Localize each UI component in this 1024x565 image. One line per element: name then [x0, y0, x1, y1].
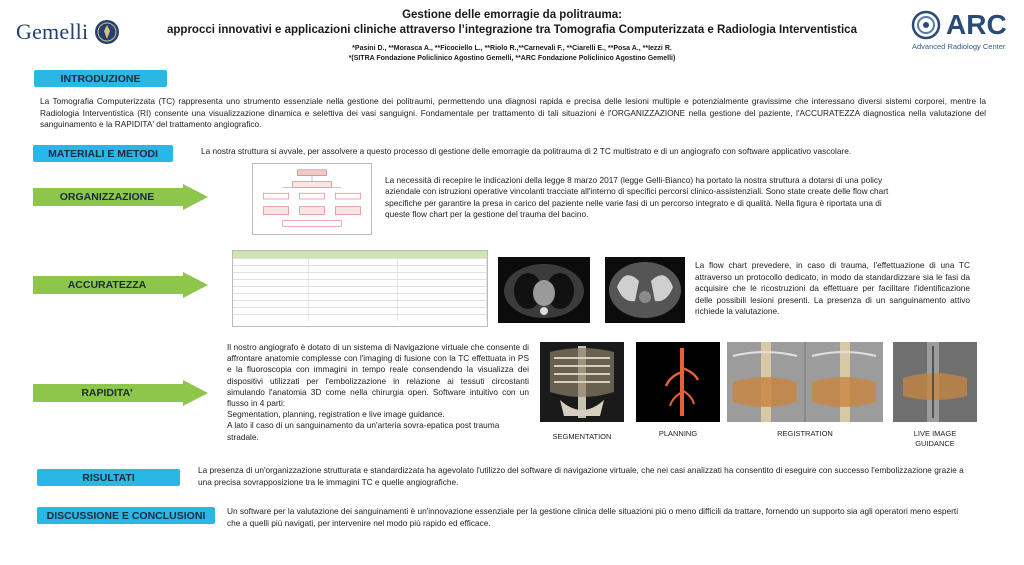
discussione-text: Un software per la valutazione dei sanguinamenti è un'innovazione essenziale per la gestione clinica delle situazioni più o meno difficili da trattare, fornendo un supporto sia agli operatori meno esperti che a quelli più navigati, per intervenire nel modo più rapido ed efficace.: [227, 506, 959, 528]
risultati-text: La presenza di un'organizzazione strutturata e standardizzata ha agevolato l'utilizzo del software di navigazione virtuale, che nei casi analizzati ha consentito di eseguire con successo l'embolizzazione grazie a una precisa sovrapposizione tra le immagini TC e quelle angiografiche.: [198, 465, 964, 487]
section-introduzione: INTRODUZIONE: [34, 70, 167, 87]
authors-line1: *Pasini D., **Morasca A., **Ficociello L., **Riolo R.,**Carnevali F., **Ciarelli E., **Posa A., **Iezzi R.: [352, 45, 672, 52]
introduzione-text: La Tomografia Computerizzata (TC) rappresenta uno strumento essenziale nella gestione dei politraumi, permettendo una diagnosi rapida e precisa delle lesioni multiple e potenzialmente gravissime che interessano diversi sistemi corporei, mentre la Radiologia Interventistica (RI) consente una visualizzazione dinamica e selettiva dei vasi sanguigni. Fondamentale per trattamento di tali situazioni è l'ORGANIZZAZIONE nella gestione del paziente, l'ACCURATEZZA diagnostica nella valutazione del sanguinamento e la RAPIDITA' del trattamento angiografico.: [40, 96, 986, 129]
authors: [200, 44, 824, 64]
caption-live-image-guidance: LIVE IMAGE GUIDANCE: [913, 429, 957, 448]
ct-protocol-table-figure: [232, 250, 488, 327]
caption-planning: PLANNING: [658, 429, 698, 438]
flowchart-figure: [252, 163, 372, 235]
gemelli-seal-icon: [94, 19, 120, 45]
live-image-guidance-image: [893, 342, 977, 422]
poster-title-line1: Gestione delle emorragie da politrauma:: [402, 9, 622, 21]
registration-image: [727, 342, 883, 422]
section-organizzazione: ORGANIZZAZIONE: [59, 190, 155, 203]
authors-line2: *(SITRA Fondazione Policlinico Agostino Gemelli, **ARC Fondazione Policlinico Agostino Gemelli): [348, 55, 676, 62]
arc-subtitle: Advanced Radiology Center: [912, 42, 1006, 51]
gemelli-logo: [16, 16, 128, 48]
planning-image: [636, 342, 720, 422]
rapidita-text: Il nostro angiografo è dotato di un sistema di Navigazione virtuale che consente di affrontare anatomie complesse con l'imaging di fusione con la TC effettuata in PS e la fluoroscopia con immagini in tempo reale consendendo la visualizza dei dispositivi utilizzati per l'embolizzazione in relazione ai tessuti circostanti simulando l'anatomia 3D come nella chirurgia open. Software intuitivo con un flusso in 4 parti:: [227, 342, 529, 409]
segmentation-image: [540, 342, 624, 422]
rapidita-text-block: [227, 342, 529, 443]
rapidita-case: A lato il caso di un sanguinamento da un'arteria sovra-epatica post trauma stradale.: [227, 420, 500, 442]
section-risultati: RISULTATI: [37, 469, 180, 486]
poster-title-line2: approcci innovativi e applicazioni cliniche attraverso l’integrazione tra Tomografia Computerizzata e Radiologia Interventistica: [167, 24, 857, 36]
caption-registration: REGISTRATION: [777, 429, 833, 438]
section-materiali-metodi: MATERIALI E METODI: [33, 145, 173, 162]
arc-ring-icon: [910, 10, 944, 40]
rapidita-steps: Segmentation, planning, registration e live image guidance.: [227, 409, 445, 420]
gemelli-wordmark: Gemelli: [16, 19, 89, 44]
section-accuratezza: ACCURATEZZA: [67, 278, 147, 291]
arc-logo: [910, 10, 1014, 54]
ct-pelvis-image: [605, 257, 685, 323]
materiali-text: La nostra struttura si avvale, per assolvere a questo processo di gestione delle emorragie da politrauma di 2 TC multistrato e di un angiografo con software applicativo vascolare.: [201, 146, 852, 156]
ct-chest-image: [498, 257, 590, 323]
arc-wordmark: ARC: [946, 9, 1007, 40]
caption-segmentation: SEGMENTATION: [552, 432, 612, 441]
section-discussione-conclusioni: DISCUSSIONE E CONCLUSIONI: [37, 507, 215, 524]
accuratezza-text: La flow chart prevedere, in caso di trauma, l'effettuazione di una TC attraverso un protocollo dedicato, in modo da standardizzare sia le fasi da acquisire che le ricostruzioni da effettuare per facilitare l'identificazione delle possibili lesioni presenti. La presenza di un sanguinamento attivo richiede la valutazione.: [695, 260, 970, 316]
organizzazione-text: La necessità di recepire le indicazioni della legge 8 marzo 2017 (legge Gelli-Bianco) ha portato la nostra struttura a dotarsi di una policy aziendale con istruzioni operative vincolanti tracciate all'interno di specifici percorsi clinico-assistenziali. Sono state create delle flow chart specifiche per garantire la presa in carico del paziente nelle varie fasi di un percorso integrato e di qualità. Nella figura è riportata una di queste flow chart per la gestione del trauma del bacino.: [385, 175, 889, 219]
section-rapidita: RAPIDITA': [81, 386, 133, 399]
